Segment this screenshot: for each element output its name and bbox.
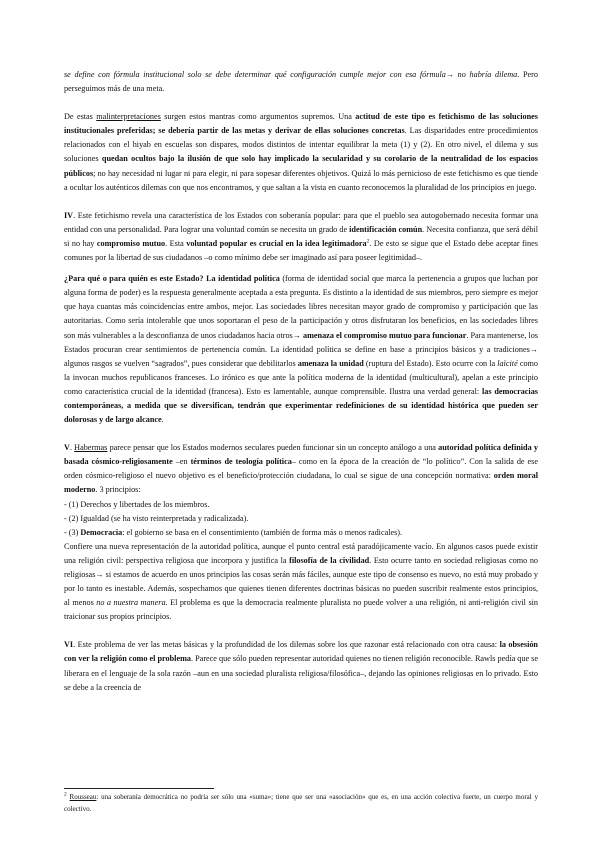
text: - (3) bbox=[64, 527, 81, 537]
bold-text: La identidad política bbox=[206, 274, 280, 284]
section-number: VI bbox=[64, 640, 74, 650]
footnote-number: 2 bbox=[64, 791, 67, 798]
text: . Necesita confianza, que será débil si no hay bbox=[64, 224, 538, 248]
text-italic: se define con fórmula institucional solo se debe determinar qué configuración cumple mejor con esa fórmula→ no habría dilema bbox=[64, 70, 518, 79]
bold-text: quedan ocultos bajo la ilusión de que solo hay implicado la secularidad y su corolario de la neutralidad de los espacios públicos bbox=[64, 154, 538, 178]
bold-text: Democracia bbox=[80, 527, 123, 537]
bold-text: orden moral moderno bbox=[64, 471, 538, 495]
text: : una soberanía democrática no podría ser sólo una «suma»; tiene que ser una «asociación» que es, en una acción colectiva fuerte, un cuerpo moral y colectivo. bbox=[64, 793, 539, 813]
text: surgen estos mantras como argumentos supremos. Una bbox=[160, 112, 356, 122]
text: . Las disparidades entre procedimientos relacionados con el hiyab en escuelas son dispares, modos distintos de intentar equilibrar la meta (1) y (2). En otro nivel, el dilema y sus soluciones bbox=[64, 126, 538, 164]
paragraph-section-vi bbox=[64, 638, 538, 694]
bold-text: autoridad política definida y basada cósmico-religiosamente bbox=[64, 443, 539, 467]
text: . El problema es que la democracia realmente pluralista no puede volver a una religión, ni anti-religión civil sin traicionar sus propios principios. bbox=[64, 598, 538, 622]
footnote-ref[interactable]: 2 bbox=[366, 238, 370, 245]
text: . Este fetichismo revela una característica de los Estados con soberanía popular: para que el pueblo sea autogobernado necesita formar una entidad con una personalidad. Para lograr una voluntad común se necesita un grado de bbox=[64, 210, 538, 234]
question-heading: ¿Para qué o para quién es este Estado? bbox=[64, 274, 204, 284]
bold-text: voluntad popular es crucial en la idea legitimadora bbox=[186, 238, 367, 248]
footnote bbox=[64, 792, 538, 815]
text: . Parece que sólo pueden representar autoridad quienes no tienen religión reconocible. Rawls pedía que se liberara en el lenguaje de la sola razón –aun en una sociedad pluralista religiosa/filosófica–, dejando las opiniones religiosas en lo privado. Esto se debe a la creencia de bbox=[64, 654, 539, 692]
underlined-term: Rousseau bbox=[69, 793, 97, 801]
list-item: - (2) Igualdad (se ha visto reinterpretada y radicalizada). bbox=[64, 513, 249, 523]
footnote-divider bbox=[64, 788, 214, 789]
paragraph-fetichismo bbox=[64, 110, 538, 195]
text: Confiere una nueva representación de la autoridad política, aunque el punto central está paradójicamente vacío. En algunos casos puede existir una religión civil: perspectiva religiosa que incorpora y justifica la bbox=[64, 541, 538, 565]
section-number: IV bbox=[64, 210, 74, 220]
bold-text: las democracias contemporáneas, a medida que se diversifican, tendrán que experimentar redefiniciones de su identidad histórica que pueden ser dolorosas y de largo alcance bbox=[64, 386, 538, 425]
text: . Para mantenerse, los Estados procuran crear sentimientos de pertenencia común. La identidad política se define en base a principios básicos y a tradiciones→ algunos rasgos se vuelven “sagrados”, pues considerar que debilitarlos bbox=[64, 330, 538, 368]
underlined-term: Habermas bbox=[74, 443, 108, 453]
list-item: - (1) Derechos y libertades de los miembros. bbox=[64, 499, 210, 509]
text: –en bbox=[172, 457, 191, 467]
underlined-term: malinterpretaciones bbox=[96, 112, 161, 122]
paragraph-religion-civil bbox=[64, 540, 538, 625]
bold-text: filosofía de la civilidad bbox=[289, 555, 370, 565]
bold-text: la obsesión con ver la religión como el problema bbox=[64, 640, 538, 664]
text: como la invocan muchos republicanos franceses. Lo irónico es que ante la política moderna de la identidad (multicultural), apelan a este principio como característica crucial de la identidad (francesa). Esto es lamentable, aunque comprensible. Ilustra una verdad general: bbox=[64, 358, 539, 396]
text: . bbox=[161, 415, 164, 425]
document-body bbox=[64, 68, 538, 695]
bold-text: términos de teología política bbox=[190, 457, 292, 467]
text: . Pero perseguimos más de una meta. bbox=[64, 70, 538, 94]
italic-text: no a nuestra manera bbox=[96, 598, 166, 608]
paragraph-section-iv bbox=[64, 209, 538, 265]
bold-text: amenaza la unidad bbox=[297, 358, 364, 368]
bold-text: amenaza el compromiso mutuo para funcionar bbox=[302, 330, 467, 340]
text: (ruptura del Estado). Esto ocurre con la bbox=[363, 358, 498, 368]
paragraph-intro bbox=[64, 68, 538, 96]
paragraph-section-v bbox=[64, 441, 538, 497]
text: (forma de identidad social que marca la pertenencia a grupos que luchan por alguna forma de poder) es la respuesta generalmente aceptada a esta pregunta. Es distinto a la identidad de sus miembros, pero siempre es mejor que haya cuantas más coincidencias entre ambos, mejor. Las sociedades libres necesitan mayor grado de compromiso y participación que las autoritarias. Como sería intolerable que unos soportaran el peso de la participación y otros disfrutaran los beneficios, en las sociedades libres son más vulnerables a la desconfianza de unos ciudadanos hacia otros→ bbox=[64, 274, 539, 340]
paragraph-identidad bbox=[64, 272, 538, 427]
bold-text: identificación común bbox=[349, 224, 423, 234]
bold-text: actitud de este tipo es fetichismo de las soluciones institucionales preferidas; se debería partir de las metas y derivar de ellas soluciones concretas bbox=[64, 112, 538, 136]
italic-term: laïcité bbox=[497, 358, 518, 368]
text: parece pensar que los Estados modernos seculares pueden funcionar sin un concepto análogo a una bbox=[107, 443, 439, 453]
list-item bbox=[64, 526, 538, 540]
text: De estas bbox=[64, 112, 97, 122]
text: . Esto ocurre tanto en sociedad religiosas como no religiosas→ si estamos de acuerdo en unos principios las cosas serán más fáciles, aunque este tipo de consenso es nuevo, no está muy probado y por lo tanto es inestable. Además, sospechamos que quienes tienen diferentes doctrinas básicas no pueden suscribir realmente estos principios, al menos bbox=[64, 555, 539, 608]
text: . Este problema de ver las metas básicas y la profundidad de los dilemas sobre los que razonar está relacionado con otra causa: bbox=[73, 640, 500, 650]
text: . Esta bbox=[165, 238, 187, 248]
text: . bbox=[69, 443, 75, 453]
text: ; no hay necesidad ni lugar ni para elegir, ni para sopesar diferentes objetivos. Quizá lo más pernicioso de este fetichismo es que tiende a ocultar los auténticos dilemas con que nos encontramos, y que saltan a la vista en cuanto reconocemos la pluralidad de los principios en juego. bbox=[64, 168, 538, 192]
bold-text: compromiso mutuo bbox=[96, 238, 166, 248]
text: . 3 principios: bbox=[95, 485, 141, 495]
text: . De esto se sigue que el Estado debe aceptar fines comunes por la libertad de sus ciudadanos –o como mínimo debe ser imaginado así para poseer legitimidad–. bbox=[64, 238, 538, 263]
text: – como en la época de la creación de “lo político”. Con la salida de ese orden cósmico-religioso el nuevo objetivo es el beneficio/protección ciudadana, lo cual se sigue de una concepción normativa: bbox=[64, 457, 538, 481]
text: : el gobierno se basa en el consentimiento (también de forma más o menos radicales). bbox=[122, 527, 403, 537]
section-number: V bbox=[64, 443, 70, 453]
